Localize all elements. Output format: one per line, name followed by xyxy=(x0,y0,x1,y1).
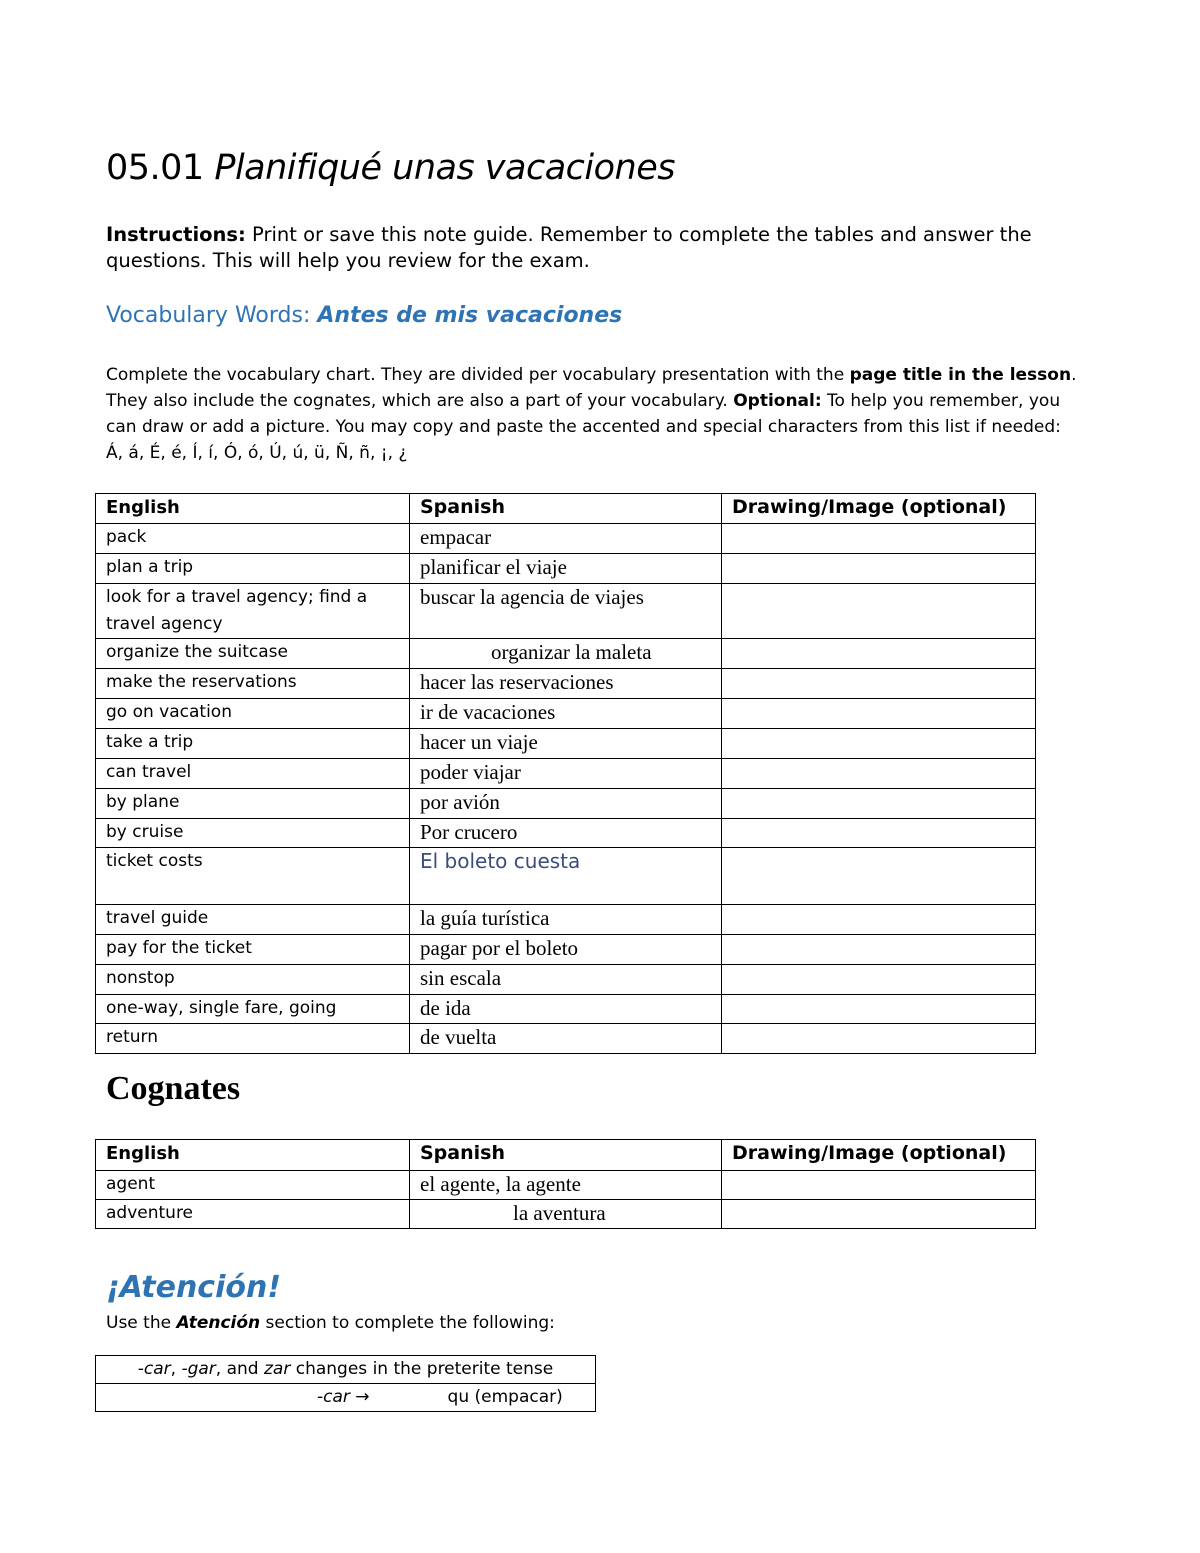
cognates-heading: Cognates xyxy=(106,1070,241,1107)
english-cell: plan a trip xyxy=(96,554,410,584)
drawing-cell[interactable] xyxy=(722,729,1036,759)
english-cell: by plane xyxy=(96,789,410,819)
spanish-cell: empacar xyxy=(410,524,722,554)
english-cell: adventure xyxy=(96,1200,410,1229)
atencion-table xyxy=(95,1355,596,1412)
english-cell: return xyxy=(96,1024,410,1054)
chart-instructions-text: To help you remember, you can draw or add a picture. You may copy and paste the accented and special characters from this list if needed: xyxy=(106,391,1061,437)
chart-instructions-bold: page title in the lesson xyxy=(849,365,1072,385)
zar-ending: zar xyxy=(264,1359,291,1379)
table-row xyxy=(96,639,1036,669)
drawing-cell[interactable] xyxy=(722,584,1036,639)
table-row xyxy=(96,789,1036,819)
english-cell: take a trip xyxy=(96,729,410,759)
english-cell: look for a travel agency; find a travel agency xyxy=(96,584,410,639)
lesson-title: Planifiqué unas vacaciones xyxy=(214,148,675,188)
header-drawing: Drawing/Image (optional) xyxy=(722,494,1036,524)
special-characters-list: Á, á, É, é, Í, í, Ó, ó, Ú, ú, ü, Ñ, ñ, ¡, ¿ xyxy=(106,443,408,463)
atencion-instructions-text: Use the xyxy=(106,1313,177,1333)
spanish-cell: la guía turística xyxy=(410,905,722,935)
drawing-cell[interactable] xyxy=(722,995,1036,1024)
header-english: English xyxy=(96,494,410,524)
drawing-cell[interactable] xyxy=(722,669,1036,699)
drawing-cell[interactable] xyxy=(722,699,1036,729)
spanish-cell: buscar la agencia de viajes xyxy=(410,584,722,639)
instructions-text: Print or save this note guide. Remember to complete the tables and answer the questions. This will help you review for the exam. xyxy=(106,223,1032,272)
english-cell: pay for the ticket xyxy=(96,935,410,965)
table-row xyxy=(96,1171,1036,1200)
header-spanish: Spanish xyxy=(410,494,722,524)
drawing-cell[interactable] xyxy=(722,935,1036,965)
table-row xyxy=(96,1024,1036,1054)
spanish-cell: poder viajar xyxy=(410,759,722,789)
table-row xyxy=(96,935,1036,965)
table-row xyxy=(96,995,1036,1024)
drawing-cell[interactable] xyxy=(722,524,1036,554)
page-title xyxy=(106,148,675,188)
table-row xyxy=(96,584,1036,639)
gar-ending: -gar xyxy=(181,1359,216,1379)
spanish-cell: planificar el viaje xyxy=(410,554,722,584)
drawing-cell[interactable] xyxy=(722,848,1036,905)
table-row xyxy=(96,729,1036,759)
spanish-cell: ir de vacaciones xyxy=(410,699,722,729)
table-row xyxy=(96,1200,1036,1229)
spanish-cell: Por crucero xyxy=(410,819,722,848)
atencion-row xyxy=(96,1384,596,1412)
drawing-cell[interactable] xyxy=(722,789,1036,819)
atencion-heading: ¡Atención! xyxy=(106,1270,282,1305)
drawing-cell[interactable] xyxy=(722,1171,1036,1200)
vocabulary-heading-title: Antes de mis vacaciones xyxy=(317,303,623,328)
car-ending: -car xyxy=(137,1359,171,1379)
table-row xyxy=(96,669,1036,699)
spanish-cell: el agente, la agente xyxy=(410,1171,722,1200)
table-header-row xyxy=(96,1140,1036,1171)
lesson-number: 05.01 xyxy=(106,148,204,188)
vocabulary-heading-prefix: Vocabulary Words: xyxy=(106,303,318,328)
spanish-cell: El boleto cuesta xyxy=(410,848,722,905)
chart-instructions-text: Complete the vocabulary chart. They are divided per vocabulary presentation with the xyxy=(106,365,850,385)
table-row xyxy=(96,905,1036,935)
english-cell: make the reservations xyxy=(96,669,410,699)
arrow-icon: → xyxy=(349,1387,370,1407)
atencion-instructions-text: section to complete the following: xyxy=(260,1313,555,1333)
preterite-changes-text: changes in the preterite tense xyxy=(290,1359,554,1379)
english-cell: agent xyxy=(96,1171,410,1200)
drawing-cell[interactable] xyxy=(722,905,1036,935)
spanish-cell: pagar por el boleto xyxy=(410,935,722,965)
table-row xyxy=(96,819,1036,848)
table-row xyxy=(96,759,1036,789)
spanish-cell: hacer un viaje xyxy=(410,729,722,759)
english-cell: nonstop xyxy=(96,965,410,995)
atencion-header-row xyxy=(96,1356,596,1384)
atencion-instructions xyxy=(106,1313,555,1333)
preterite-changes-header xyxy=(96,1356,596,1384)
separator: , and xyxy=(215,1359,264,1379)
header-drawing: Drawing/Image (optional) xyxy=(722,1140,1036,1171)
drawing-cell[interactable] xyxy=(722,759,1036,789)
table-row xyxy=(96,965,1036,995)
spanish-cell: sin escala xyxy=(410,965,722,995)
drawing-cell[interactable] xyxy=(722,819,1036,848)
separator: , xyxy=(170,1359,182,1379)
english-cell: pack xyxy=(96,524,410,554)
spanish-cell: hacer las reservaciones xyxy=(410,669,722,699)
instructions xyxy=(106,222,1106,274)
header-english: English xyxy=(96,1140,410,1171)
drawing-cell[interactable] xyxy=(722,965,1036,995)
english-cell: organize the suitcase xyxy=(96,639,410,669)
table-row xyxy=(96,524,1036,554)
english-cell: by cruise xyxy=(96,819,410,848)
drawing-cell[interactable] xyxy=(722,554,1036,584)
chart-instructions-text: . They also include the cognates, which are also a part of your vocabulary. xyxy=(106,365,1077,411)
table-header-row xyxy=(96,494,1036,524)
spanish-cell: la aventura xyxy=(410,1200,722,1229)
spanish-cell: de ida xyxy=(410,995,722,1024)
english-cell: one-way, single fare, going xyxy=(96,995,410,1024)
chart-instructions xyxy=(106,362,1091,466)
drawing-cell[interactable] xyxy=(722,639,1036,669)
english-cell: ticket costs xyxy=(96,848,410,905)
atencion-section-name: Atención xyxy=(176,1313,261,1333)
optional-label: Optional: xyxy=(733,391,822,411)
cognates-table xyxy=(95,1139,1036,1229)
drawing-cell[interactable] xyxy=(722,1024,1036,1054)
table-row xyxy=(96,554,1036,584)
vocabulary-heading xyxy=(106,303,622,328)
instructions-label: Instructions: xyxy=(106,223,246,246)
car-change-answer: qu (empacar) xyxy=(447,1387,563,1407)
english-cell: can travel xyxy=(96,759,410,789)
english-cell: travel guide xyxy=(96,905,410,935)
english-cell: go on vacation xyxy=(96,699,410,729)
car-change-cell xyxy=(96,1384,596,1412)
spanish-cell: de vuelta xyxy=(410,1024,722,1054)
header-spanish: Spanish xyxy=(410,1140,722,1171)
vocabulary-table xyxy=(95,493,1036,1054)
car-ending: -car xyxy=(317,1387,350,1407)
spanish-cell: por avión xyxy=(410,789,722,819)
table-row xyxy=(96,699,1036,729)
spanish-cell: organizar la maleta xyxy=(410,639,722,669)
table-row xyxy=(96,848,1036,905)
drawing-cell[interactable] xyxy=(722,1200,1036,1229)
